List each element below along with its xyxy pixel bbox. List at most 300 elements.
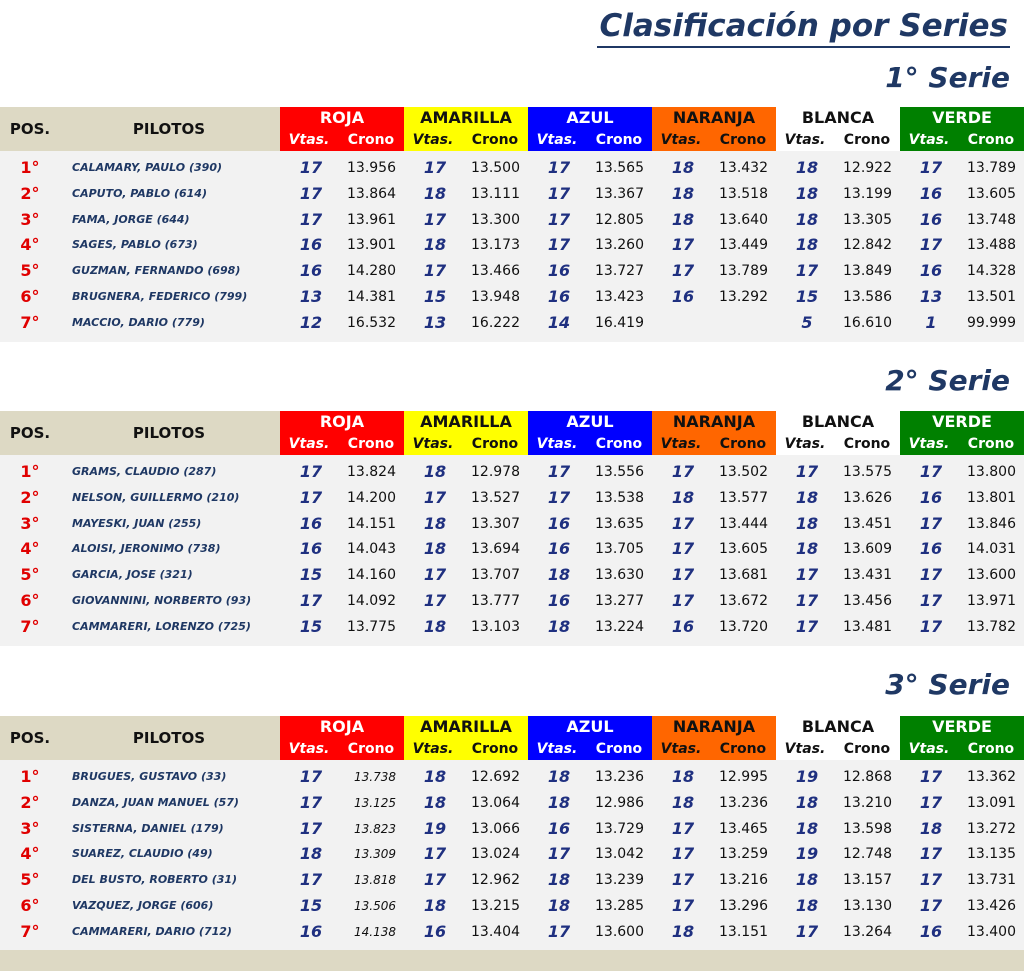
laps-cell: 17 xyxy=(299,767,323,786)
crono-cell: 13.466 xyxy=(471,263,520,280)
crono-cell: 13.277 xyxy=(595,593,644,609)
column-header-naranja xyxy=(652,107,776,151)
laps-cell: 17 xyxy=(919,896,943,915)
laps-cell: 16 xyxy=(547,513,571,533)
results-table xyxy=(0,107,1024,342)
laps-cell: 18 xyxy=(547,870,571,890)
laps-cell: 18 xyxy=(795,896,819,915)
pilot-name: DANZA, JUAN MANUEL (57) xyxy=(72,795,239,809)
laps-cell: 17 xyxy=(423,261,447,281)
column-header-amarilla xyxy=(404,716,528,760)
table-row xyxy=(0,790,1024,816)
laps-cell: 16 xyxy=(919,183,943,203)
crono-cell: 13.824 xyxy=(347,464,396,480)
subheader-vtas: Vtas. xyxy=(288,741,330,757)
crono-cell xyxy=(708,310,768,336)
column-header-roja xyxy=(280,411,404,455)
laps-cell: 17 xyxy=(423,487,447,507)
laps-cell: 17 xyxy=(919,844,943,864)
crono-cell: 13.103 xyxy=(471,618,520,635)
crono-cell: 13.971 xyxy=(967,593,1016,609)
laps-cell: 17 xyxy=(547,844,571,864)
table-row xyxy=(0,919,1024,945)
crono-cell: 14.280 xyxy=(347,263,396,280)
crono-cell: 13.216 xyxy=(719,872,768,889)
pilot-name: GUZMAN, FERNANDO (698) xyxy=(72,264,241,278)
crono-cell: 14.160 xyxy=(347,567,396,584)
crono-cell: 13.731 xyxy=(967,872,1016,889)
laps-cell: 18 xyxy=(671,487,695,507)
crono-cell: 13.575 xyxy=(843,464,892,480)
position-cell: 6° xyxy=(20,896,40,915)
table-header xyxy=(0,716,1024,760)
laps-cell: 17 xyxy=(919,565,943,585)
subheader-crono: Crono xyxy=(967,132,1015,148)
subheader-crono: Crono xyxy=(967,741,1015,757)
crono-cell: 13.173 xyxy=(471,237,520,254)
subheader-crono: Crono xyxy=(471,436,519,452)
crono-cell: 13.598 xyxy=(843,820,892,837)
results-table xyxy=(0,411,1024,646)
table-row xyxy=(0,764,1024,790)
crono-cell: 13.823 xyxy=(354,821,396,836)
crono-cell: 14.381 xyxy=(347,289,396,305)
column-header-blanca xyxy=(776,716,900,760)
laps-cell: 13 xyxy=(423,312,447,332)
pilot-name: BRUGUES, GUSTAVO (33) xyxy=(72,770,227,783)
pilot-name: DEL BUSTO, ROBERTO (31) xyxy=(72,873,238,887)
crono-cell: 13.705 xyxy=(595,541,644,558)
laps-cell: 17 xyxy=(671,818,695,838)
color-name: ROJA xyxy=(319,108,365,127)
laps-cell: 18 xyxy=(795,539,819,559)
color-name: AZUL xyxy=(566,108,614,127)
laps-cell: 16 xyxy=(299,261,323,281)
position-cell: 7° xyxy=(20,921,40,941)
laps-cell: 18 xyxy=(671,921,695,941)
column-header-verde xyxy=(900,716,1024,760)
laps-cell: 18 xyxy=(423,235,447,255)
laps-cell: 18 xyxy=(919,818,943,838)
crono-cell: 13.426 xyxy=(967,898,1016,914)
color-name: AMARILLA xyxy=(420,717,512,736)
crono-cell: 13.565 xyxy=(595,160,644,176)
column-header-roja xyxy=(280,107,404,151)
subheader-crono: Crono xyxy=(719,741,767,757)
crono-cell: 13.789 xyxy=(719,263,768,280)
pilot-name: BRUGNERA, FEDERICO (799) xyxy=(72,290,248,303)
pilot-name: SAGES, PABLO (673) xyxy=(72,238,198,252)
table-row xyxy=(0,893,1024,919)
position-cell: 7° xyxy=(20,312,40,332)
laps-cell: 19 xyxy=(423,818,447,838)
laps-cell: 16 xyxy=(299,539,323,559)
color-name: ROJA xyxy=(319,412,365,431)
color-name: ROJA xyxy=(319,717,365,736)
color-name: NARANJA xyxy=(672,108,756,127)
crono-cell: 13.707 xyxy=(471,567,520,584)
pilot-name: VAZQUEZ, JORGE (606) xyxy=(72,899,214,912)
subheader-vtas: Vtas. xyxy=(536,132,578,148)
laps-cell: 12 xyxy=(299,312,323,332)
laps-cell: 15 xyxy=(423,287,447,306)
position-cell: 1° xyxy=(20,158,40,177)
crono-cell: 13.501 xyxy=(967,289,1016,305)
laps-cell: 18 xyxy=(671,158,695,177)
subheader-crono: Crono xyxy=(471,132,519,148)
crono-cell: 12.978 xyxy=(471,464,520,480)
crono-cell: 13.456 xyxy=(843,593,892,609)
crono-cell: 13.260 xyxy=(595,237,644,254)
table-header xyxy=(0,107,1024,151)
column-header-pilotos: PILOTOS xyxy=(132,424,206,442)
table-body xyxy=(0,151,1024,342)
position-cell: 1° xyxy=(20,462,40,481)
position-cell: 4° xyxy=(20,844,40,864)
column-header-roja xyxy=(280,716,404,760)
laps-cell: 17 xyxy=(919,870,943,890)
laps-cell: 16 xyxy=(547,539,571,559)
subheader-crono: Crono xyxy=(843,436,891,452)
serie-title: 3° Serie xyxy=(885,668,1010,701)
laps-cell: 16 xyxy=(919,539,943,559)
crono-cell: 13.292 xyxy=(719,289,768,305)
crono-cell: 13.556 xyxy=(595,464,644,480)
laps-cell: 16 xyxy=(299,235,323,255)
position-cell: 6° xyxy=(20,287,40,306)
crono-cell: 13.635 xyxy=(595,515,644,532)
crono-cell: 13.640 xyxy=(719,211,768,228)
pilot-name: CAPUTO, PABLO (614) xyxy=(72,186,207,200)
column-header-azul xyxy=(528,716,652,760)
position-cell: 5° xyxy=(20,870,40,890)
color-name: AZUL xyxy=(566,412,614,431)
subheader-vtas: Vtas. xyxy=(412,436,454,452)
position-cell: 5° xyxy=(20,565,40,585)
subheader-vtas: Vtas. xyxy=(908,741,950,757)
crono-cell: 13.818 xyxy=(354,873,396,888)
subheader-vtas: Vtas. xyxy=(536,741,578,757)
position-cell: 6° xyxy=(20,591,40,610)
laps-cell: 17 xyxy=(299,183,323,203)
laps-cell: 17 xyxy=(423,844,447,864)
subheader-vtas: Vtas. xyxy=(908,436,950,452)
position-cell: 7° xyxy=(20,616,40,636)
crono-cell: 13.210 xyxy=(843,794,892,811)
crono-cell: 13.538 xyxy=(595,489,644,506)
table-row xyxy=(0,485,1024,511)
position-cell: 1° xyxy=(20,767,40,786)
table-row xyxy=(0,284,1024,310)
crono-cell: 13.694 xyxy=(471,541,520,558)
crono-cell: 12.868 xyxy=(843,769,892,785)
laps-cell: 18 xyxy=(423,896,447,915)
crono-cell: 14.200 xyxy=(347,489,396,506)
crono-cell: 13.901 xyxy=(347,237,396,254)
position-cell: 5° xyxy=(20,261,40,281)
pilot-name: NELSON, GUILLERMO (210) xyxy=(72,490,240,504)
crono-cell: 13.451 xyxy=(843,515,892,532)
table-row xyxy=(0,181,1024,207)
laps-cell: 17 xyxy=(547,183,571,203)
laps-cell: 17 xyxy=(547,921,571,941)
column-header-amarilla xyxy=(404,411,528,455)
laps-cell: 18 xyxy=(795,870,819,890)
crono-cell: 16.419 xyxy=(595,314,644,331)
crono-cell: 13.500 xyxy=(471,160,520,176)
laps-cell: 18 xyxy=(795,183,819,203)
crono-cell: 13.024 xyxy=(471,846,520,863)
crono-cell: 16.532 xyxy=(347,314,396,331)
laps-cell: 17 xyxy=(299,487,323,507)
subheader-crono: Crono xyxy=(595,741,643,757)
crono-cell: 12.962 xyxy=(471,872,520,889)
table-row xyxy=(0,536,1024,562)
column-header-pos: POS. xyxy=(9,120,51,138)
pilot-name: ALOISI, JERONIMO (738) xyxy=(72,542,221,556)
crono-cell: 14.043 xyxy=(347,541,396,558)
laps-cell: 18 xyxy=(795,792,819,812)
crono-cell: 13.224 xyxy=(595,618,644,635)
subheader-crono: Crono xyxy=(471,741,519,757)
crono-cell: 13.586 xyxy=(843,289,892,305)
subheader-crono: Crono xyxy=(843,132,891,148)
laps-cell: 19 xyxy=(795,767,819,786)
laps-cell: 1 xyxy=(925,312,937,332)
laps-cell: 17 xyxy=(671,870,695,890)
crono-cell: 13.157 xyxy=(843,872,892,889)
crono-cell: 13.236 xyxy=(719,794,768,811)
laps-cell: 17 xyxy=(671,896,695,915)
crono-cell: 12.842 xyxy=(843,237,892,254)
crono-cell: 13.151 xyxy=(719,923,768,940)
table-row xyxy=(0,310,1024,336)
pilot-name: GIOVANNINI, NORBERTO (93) xyxy=(72,594,252,607)
position-cell: 3° xyxy=(20,513,40,533)
laps-cell: 17 xyxy=(671,235,695,255)
subheader-crono: Crono xyxy=(719,132,767,148)
laps-cell: 16 xyxy=(299,921,323,941)
crono-cell: 13.738 xyxy=(354,770,396,784)
table-body xyxy=(0,455,1024,646)
crono-cell: 13.130 xyxy=(843,898,892,914)
column-header-pos: POS. xyxy=(9,424,51,442)
subheader-crono: Crono xyxy=(347,741,395,757)
color-name: BLANCA xyxy=(801,717,875,736)
crono-cell: 12.922 xyxy=(843,160,892,176)
crono-cell: 13.236 xyxy=(595,769,644,785)
table-row xyxy=(0,155,1024,181)
crono-cell: 16.610 xyxy=(843,314,892,331)
column-header-azul xyxy=(528,411,652,455)
position-cell: 3° xyxy=(20,818,40,838)
table-row xyxy=(0,258,1024,284)
laps-cell: 17 xyxy=(423,591,447,610)
crono-cell: 13.066 xyxy=(471,820,520,837)
crono-cell: 13.729 xyxy=(595,820,644,837)
laps-cell: 18 xyxy=(795,235,819,255)
subheader-crono: Crono xyxy=(595,436,643,452)
pilot-name: CAMMARERI, DARIO (712) xyxy=(72,924,232,938)
subheader-vtas: Vtas. xyxy=(784,741,826,757)
laps-cell: 17 xyxy=(547,487,571,507)
crono-cell: 13.465 xyxy=(719,820,768,837)
pilot-name: MACCIO, DARIO (779) xyxy=(72,315,205,329)
crono-cell: 13.215 xyxy=(471,898,520,914)
crono-cell: 12.748 xyxy=(843,846,892,863)
crono-cell: 12.805 xyxy=(595,211,644,228)
laps-cell: 17 xyxy=(795,591,819,610)
table-row xyxy=(0,841,1024,867)
laps-cell: 17 xyxy=(795,565,819,585)
crono-cell: 13.956 xyxy=(347,160,396,176)
color-name: NARANJA xyxy=(672,717,756,736)
crono-cell: 13.502 xyxy=(719,464,768,480)
laps-cell: 17 xyxy=(795,921,819,941)
laps-cell: 18 xyxy=(547,896,571,915)
laps-cell: 15 xyxy=(795,287,819,306)
laps-cell: 17 xyxy=(919,792,943,812)
crono-cell: 16.222 xyxy=(471,314,520,331)
crono-cell: 13.307 xyxy=(471,515,520,532)
laps-cell: 13 xyxy=(919,287,943,306)
crono-cell: 13.506 xyxy=(354,899,396,913)
pilot-name: CAMMARERI, LORENZO (725) xyxy=(72,619,251,633)
laps-cell: 18 xyxy=(795,158,819,177)
crono-cell: 13.064 xyxy=(471,794,520,811)
color-name: AMARILLA xyxy=(420,108,512,127)
laps-cell: 17 xyxy=(299,870,323,890)
laps-cell: 17 xyxy=(671,261,695,281)
table-row xyxy=(0,511,1024,537)
position-cell: 3° xyxy=(20,209,40,229)
pilot-name: GARCIA, JOSE (321) xyxy=(72,568,193,582)
subheader-crono: Crono xyxy=(347,132,395,148)
crono-cell: 13.272 xyxy=(967,820,1016,837)
laps-cell: 18 xyxy=(423,616,447,636)
crono-cell: 13.777 xyxy=(471,593,520,609)
crono-cell: 13.801 xyxy=(967,489,1016,506)
laps-cell: 16 xyxy=(547,818,571,838)
column-header-pos: POS. xyxy=(9,729,51,747)
subheader-vtas: Vtas. xyxy=(412,132,454,148)
crono-cell: 13.404 xyxy=(471,923,520,940)
position-cell: 2° xyxy=(20,183,40,203)
crono-cell: 13.400 xyxy=(967,923,1016,940)
laps-cell: 16 xyxy=(547,261,571,281)
crono-cell: 13.362 xyxy=(967,769,1016,785)
crono-cell: 14.092 xyxy=(347,593,396,609)
subheader-crono: Crono xyxy=(595,132,643,148)
position-cell: 4° xyxy=(20,539,40,559)
crono-cell: 13.431 xyxy=(843,567,892,584)
laps-cell: 17 xyxy=(299,209,323,229)
results-table xyxy=(0,716,1024,951)
color-name: BLANCA xyxy=(801,108,875,127)
subheader-vtas: Vtas. xyxy=(908,132,950,148)
crono-cell: 13.609 xyxy=(843,541,892,558)
subheader-crono: Crono xyxy=(347,436,395,452)
laps-cell: 17 xyxy=(547,235,571,255)
crono-cell: 13.432 xyxy=(719,160,768,176)
subheader-vtas: Vtas. xyxy=(412,741,454,757)
crono-cell: 13.800 xyxy=(967,464,1016,480)
laps-cell: 17 xyxy=(671,565,695,585)
laps-cell: 17 xyxy=(671,513,695,533)
crono-cell: 13.727 xyxy=(595,263,644,280)
laps-cell: 17 xyxy=(795,261,819,281)
crono-cell: 12.692 xyxy=(471,769,520,785)
table-row xyxy=(0,816,1024,842)
laps-cell: 17 xyxy=(423,870,447,890)
column-header-verde xyxy=(900,107,1024,151)
crono-cell: 13.300 xyxy=(471,211,520,228)
laps-cell: 18 xyxy=(795,209,819,229)
laps-cell: 18 xyxy=(423,513,447,533)
crono-cell: 13.626 xyxy=(843,489,892,506)
pilot-name: SISTERNA, DANIEL (179) xyxy=(72,821,224,835)
laps-cell: 17 xyxy=(795,616,819,636)
laps-cell: 17 xyxy=(299,462,323,481)
crono-cell: 13.423 xyxy=(595,289,644,305)
crono-cell: 13.681 xyxy=(719,567,768,584)
laps-cell: 18 xyxy=(547,565,571,585)
color-name: VERDE xyxy=(932,412,992,431)
laps-cell: 17 xyxy=(919,462,943,481)
laps-cell: 17 xyxy=(423,209,447,229)
crono-cell: 13.518 xyxy=(719,185,768,202)
laps-cell: 16 xyxy=(671,287,695,306)
laps-cell: 19 xyxy=(795,844,819,864)
laps-cell: 17 xyxy=(547,462,571,481)
crono-cell: 13.605 xyxy=(967,185,1016,202)
laps-cell: 16 xyxy=(547,591,571,610)
laps-cell: 18 xyxy=(671,183,695,203)
serie-title: 2° Serie xyxy=(885,364,1010,397)
crono-cell: 13.135 xyxy=(967,846,1016,863)
table-row xyxy=(0,588,1024,614)
crono-cell: 13.309 xyxy=(354,847,396,862)
subheader-vtas: Vtas. xyxy=(660,436,702,452)
crono-cell: 13.672 xyxy=(719,593,768,609)
crono-cell: 13.846 xyxy=(967,515,1016,532)
crono-cell: 13.527 xyxy=(471,489,520,506)
crono-cell: 14.031 xyxy=(967,541,1016,558)
crono-cell: 13.961 xyxy=(347,211,396,228)
laps-cell: 18 xyxy=(795,513,819,533)
crono-cell: 13.042 xyxy=(595,846,644,863)
laps-cell: 18 xyxy=(423,792,447,812)
color-name: BLANCA xyxy=(801,412,875,431)
laps-cell: 17 xyxy=(919,616,943,636)
laps-cell: 18 xyxy=(547,767,571,786)
laps-cell: 17 xyxy=(299,818,323,838)
crono-cell: 13.864 xyxy=(347,185,396,202)
laps-cell: 17 xyxy=(671,844,695,864)
laps-cell: 18 xyxy=(423,183,447,203)
laps-cell: 18 xyxy=(671,209,695,229)
column-header-naranja xyxy=(652,411,776,455)
position-cell: 2° xyxy=(20,487,40,507)
laps-cell: 17 xyxy=(547,209,571,229)
pilot-name: FAMA, JORGE (644) xyxy=(72,212,190,226)
crono-cell: 13.782 xyxy=(967,618,1016,635)
laps-cell: 17 xyxy=(671,539,695,559)
laps-cell: 18 xyxy=(671,792,695,812)
laps-cell: 16 xyxy=(919,921,943,941)
crono-cell: 13.720 xyxy=(719,618,768,635)
laps-cell: 13 xyxy=(299,287,323,306)
